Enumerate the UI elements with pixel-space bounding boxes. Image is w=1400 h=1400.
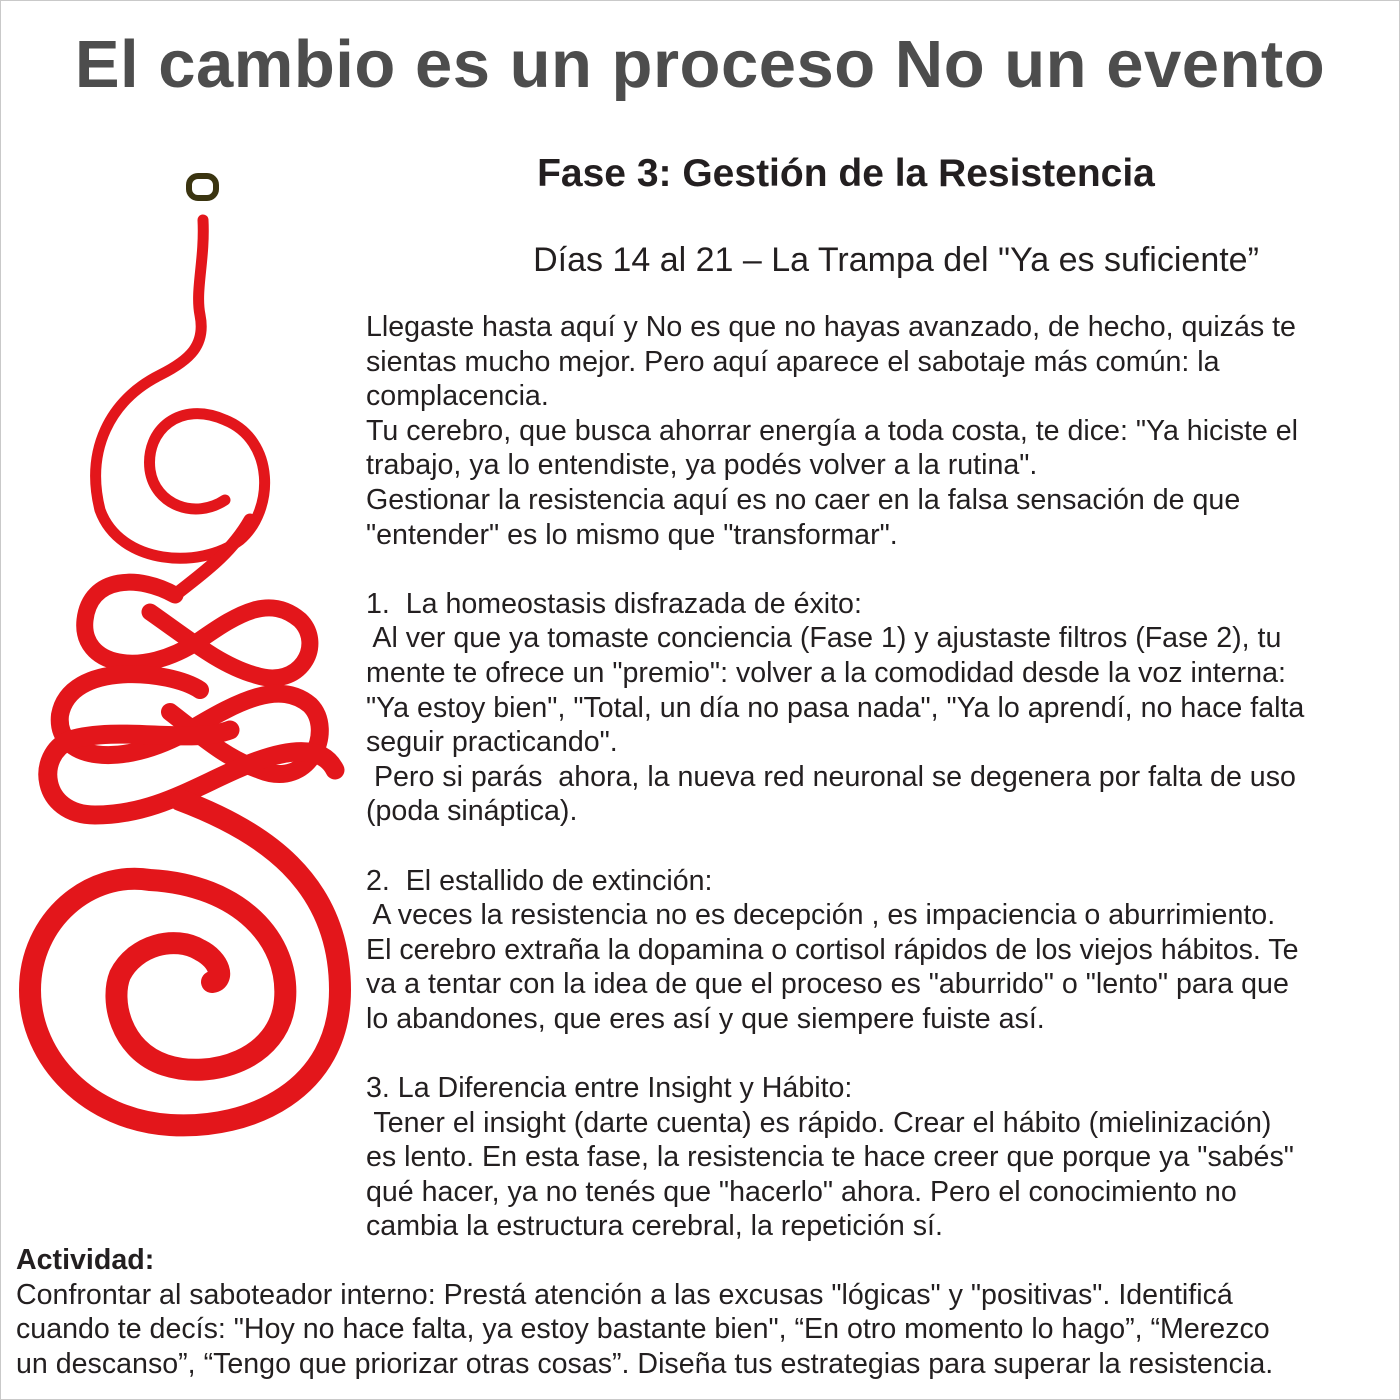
body-line: mente te ofrece un "premio": volver a la comodidad desde la voz interna: [366,656,1286,689]
body-line: complacencia. [366,380,549,413]
phase-subtitle: Días 14 al 21 – La Trampa del "Ya es suficiente” [533,241,1259,279]
body-line: Pero si parás ahora, la nueva red neuronal se degenera por falta de uso [366,760,1296,793]
activity-heading: Actividad: [16,1244,155,1276]
body-line: (poda sináptica). [366,795,578,828]
page-title: El cambio es un proceso No un evento [74,27,1326,102]
body-line: va a tentar con la idea de que el proceso es "aburrido" o "lento" para que [366,968,1289,1001]
body-line: sientas mucho mejor. Pero aquí aparece el sabotaje más común: la [366,345,1220,378]
body-line: 1. La homeostasis disfrazada de éxito: [366,587,862,620]
body-line: A veces la resistencia no es decepción , es impaciencia o aburrimiento. [366,899,1276,932]
unalome-lower-spiral [30,800,340,1125]
body-line [366,552,1390,587]
activity-section [16,1243,1392,1381]
body-text [366,310,1390,1244]
body-line: qué hacer, ya no tenés que "hacerlo" ahora. Pero el conocimiento no [366,1175,1237,1208]
phase-title: Fase 3: Gestión de la Resistencia [537,152,1155,195]
body-line: 2. El estallido de extinción: [366,864,713,897]
body-line [366,829,1390,864]
activity-text [16,1278,1392,1382]
unalome-loop-1 [85,582,310,678]
body-line [366,1036,1390,1071]
unalome-upper-spiral [96,220,265,558]
activity-line: cuando te decís: "Hoy no hace falta, ya estoy bastante bien", “En otro momento lo hago”, “Merezco [16,1313,1270,1346]
body-line: 3. La Diferencia entre Insight y Hábito: [366,1072,853,1105]
body-line: seguir practicando". [366,726,618,759]
unalome-dot [189,176,216,198]
body-line: cambia la estructura cerebral, la repetición sí. [366,1210,943,1243]
unalome-symbol-icon [0,160,370,1150]
body-line: es lento. En esta fase, la resistencia te hace creer que porque ya "sabés" [366,1141,1294,1174]
body-line: El cerebro extraña la dopamina o cortisol rápidos de los viejos hábitos. Te [366,933,1299,966]
body-line: Gestionar la resistencia aquí es no caer en la falsa sensación de que [366,483,1241,516]
body-line: Tener el insight (darte cuenta) es rápido. Crear el hábito (mielinización) [366,1106,1272,1139]
activity-line: Confrontar al saboteador interno: Prestá atención a las excusas "lógicas" y "positivas". Identificá [16,1278,1233,1311]
body-line: Llegaste hasta aquí y No es que no hayas avanzado, de hecho, quizás te [366,311,1296,343]
activity-line: un descanso”, “Tengo que priorizar otras cosas”. Diseña tus estrategias para superar la resistencia. [16,1347,1274,1380]
body-line: "Ya estoy bien", "Total, un día no pasa nada", "Ya lo aprendí, no hace falta [366,691,1305,724]
body-line: Al ver que ya tomaste conciencia (Fase 1) y ajustaste filtros (Fase 2), tu [366,622,1282,655]
body-line: Tu cerebro, que busca ahorrar energía a toda costa, te dice: "Ya hiciste el [366,414,1299,447]
body-line: trabajo, ya lo entendiste, ya podés volver a la rutina". [366,449,1038,482]
body-line: lo abandones, que eres así y que siempere fuiste así. [366,1002,1045,1035]
body-line: "entender" es lo mismo que "transformar". [366,518,898,551]
